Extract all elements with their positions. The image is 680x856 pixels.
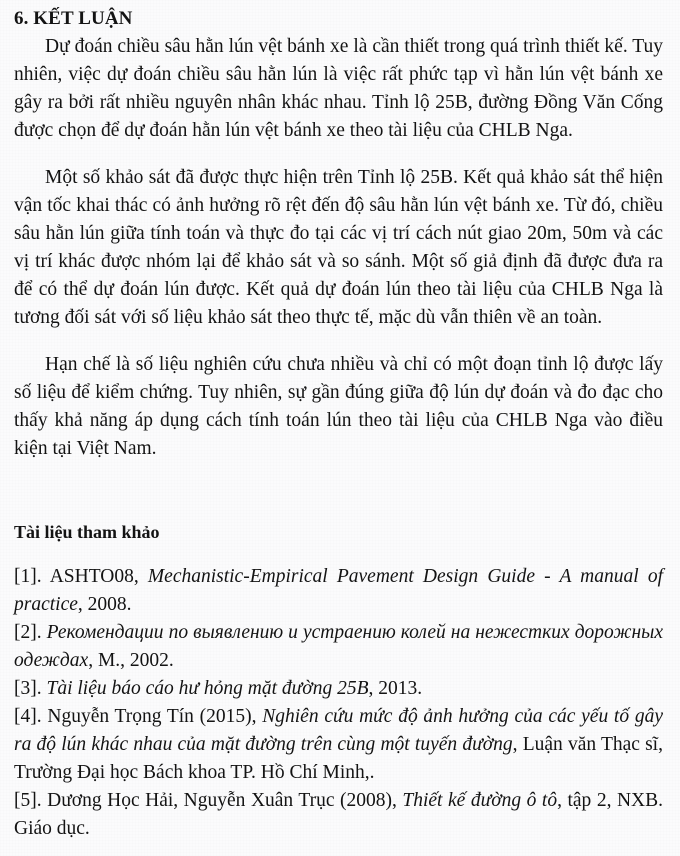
reference-authors: Nguyễn Trọng Tín (2015), — [41, 706, 257, 727]
reference-details: , 2013. — [368, 678, 423, 699]
reference-details: , М., 2002. — [88, 650, 174, 671]
reference-details: , 2008. — [77, 594, 132, 615]
reference-authors: ASHTO08, — [41, 566, 139, 587]
conclusion-paragraph-3: Hạn chế là số liệu nghiên cứu chưa nhiều và chỉ có một đoạn tỉnh lộ được lấy số liệu để kiểm chứng. Tuy nhiên, sự gần đúng giữa độ lún dự đoán và đo đạc cho thấy khả năng áp dụng cách tính toán lún theo tài liệu của CHLB Nga vào điều kiện tại Việt Nam. — [14, 354, 663, 459]
reference-details: , Luận văn Thạc sĩ, Trường Đại học Bách khoa TP. Hồ Chí Minh,. — [14, 734, 663, 783]
reference-details: , tập 2, NXB. Giáo dục. — [14, 790, 664, 839]
reference-title: Nghiên cứu mức độ ảnh hưởng của các yếu tố gây ra độ lún khác nhau của mặt đường trên cùng một tuyến đường — [14, 706, 663, 755]
reference-marker: [5]. — [14, 790, 42, 811]
reference-title: Mechanistic-Empirical Pavement Design Guide - A manual of practice — [14, 566, 663, 615]
section-heading-conclusion: 6. KẾT LUẬN — [14, 8, 133, 29]
reference-title: Tài liệu báo cáo hư hỏng mặt đường 25B — [41, 678, 369, 699]
reference-title: Thiết kế đường ô tô — [396, 790, 558, 811]
reference-title: Рекомендации по выявлению и устраению колей на нежестких дорожных одеждах — [14, 622, 663, 671]
reference-item — [14, 563, 663, 619]
reference-item — [14, 703, 663, 787]
references-section — [14, 520, 663, 843]
conclusion-paragraph-1: Dự đoán chiều sâu hằn lún vệt bánh xe là cần thiết trong quá trình thiết kế. Tuy nhiên, việc dự đoán chiều sâu hằn lún là việc rất phức tạp vì hằn lún vệt bánh xe gây ra bởi rất nhiều nguyên nhân khác nhau. Tỉnh lộ 25B, đường Đồng Văn Cống được chọn để dự đoán hằn lún vệt bánh xe theo tài liệu của CHLB Nga. — [14, 36, 663, 141]
reference-item — [14, 675, 663, 703]
reference-marker: [3]. — [14, 678, 42, 699]
references-heading: Tài liệu tham khảo — [14, 522, 160, 542]
reference-item — [14, 619, 663, 675]
reference-item — [14, 787, 663, 843]
reference-marker: [4]. — [14, 706, 42, 727]
reference-authors: Dương Học Hải, Nguyễn Xuân Trục (2008), — [41, 790, 397, 811]
conclusion-paragraph-2: Một số khảo sát đã được thực hiện trên Tỉnh lộ 25B. Kết quả khảo sát thể hiện vận tốc khai thác có ảnh hưởng rõ rệt đến độ sâu hằn lún vệt bánh xe. Từ đó, chiều sâu hằn lún giữa tính toán và thực đo tại các vị trí cách nút giao 20m, 50m và các vị trí khác được nhóm lại để khảo sát và so sánh. Một số giả định đã được đưa ra để có thể dự đoán lún được. Kết quả dự đoán lún theo tài liệu của CHLB Nga là tương đối sát với số liệu khảo sát theo thực tế, mặc dù vẫn thiên về an toàn. — [14, 167, 663, 328]
reference-marker: [1]. — [14, 566, 42, 587]
reference-marker: [2]. — [14, 622, 42, 643]
